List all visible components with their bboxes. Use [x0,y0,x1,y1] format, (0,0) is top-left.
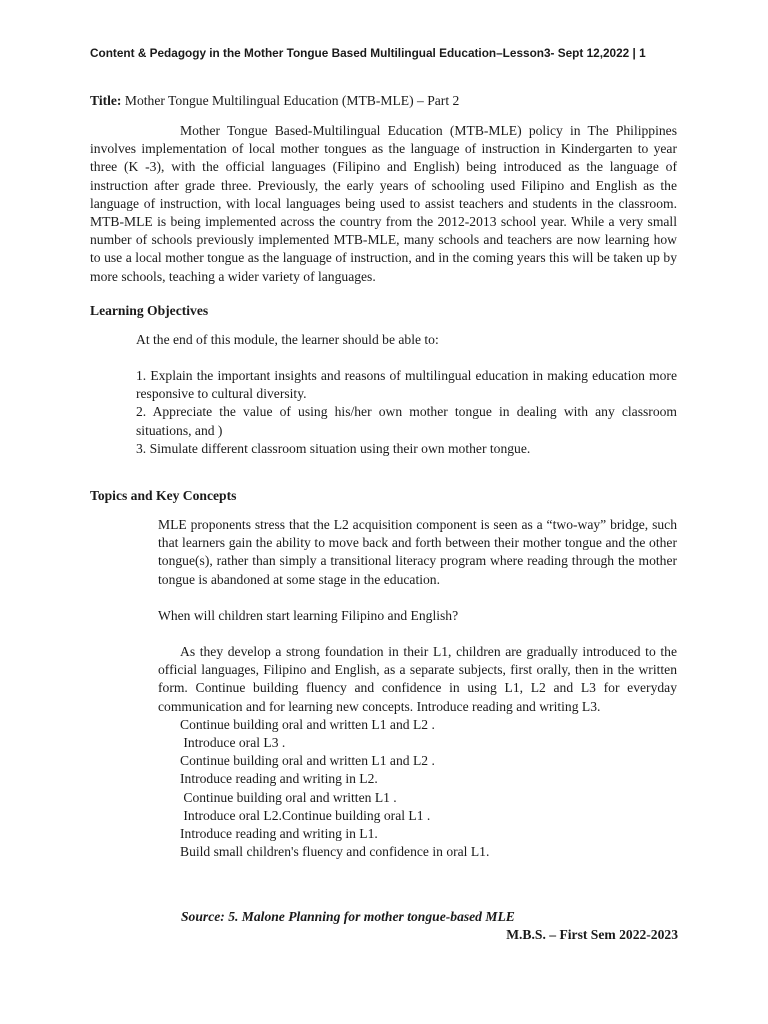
learning-objectives-heading: Learning Objectives [90,303,209,318]
objective-item: 2. Appreciate the value of using his/her own mother tongue in dealing with any classroom situations, and ) [136,404,677,438]
language-step: Introduce oral L3 . [180,735,286,751]
concepts-answer-paragraph: As they develop a strong foundation in their L1, children are gradually introduced to the official languages, Filipino and English, as a separate subjects, first orally, then in the written form. Continue building fluency and confidence in using L1, L2 and L3 for everyday communication and for learning new concepts. Introduce reading and writing L3. [158,644,677,714]
language-step: Continue building oral and written L1 and L2 . [180,716,435,732]
objectives-lead: At the end of this module, the learner should be able to: [136,332,439,347]
intro-paragraph: Mother Tongue Based-Multilingual Education (MTB-MLE) policy in The Philippines involves implementation of local mother tongues as the language of instruction in Kindergarten to year three (K -3), with the official languages (Filipino and English) being introduced as the language of instruction after grade three. Previously, the early years of schooling used Filipino and English as the language of instruction, with local languages being used to assist teachers and students in the classroom. MTB-MLE is being implemented across the country from the 2012-2013 school year. While a very small number of schools previously implemented MTB-MLE, many schools and teachers are now learning how to use a local mother tongue as the language of instruction, and in the coming years this will be taken up by more schools, teaching a wider variety of languages. [90,123,677,284]
topics-heading: Topics and Key Concepts [90,488,237,503]
language-step: Introduce reading and writing in L2. [180,771,378,787]
concepts-paragraph: MLE proponents stress that the L2 acquisition component is seen as a “two-way” bridge, such that learners gain the ability to move back and forth between their mother tongue and the other tongue(s), rather than simply a transitional literacy program where reading through the mother tongue is abandoned at some stage in the education. [158,517,677,587]
source-citation: Source: 5. Malone Planning for mother tongue-based MLE [181,909,515,924]
language-steps-list [158,716,677,862]
objective-item: 3. Simulate different classroom situation using their own mother tongue. [136,440,531,456]
language-step: Continue building oral and written L1 and L2 . [180,753,435,769]
concepts-question: When will children start learning Filipino and English? [158,607,459,623]
document-title [90,92,680,110]
title-label: Title: [90,93,122,108]
title-text: Mother Tongue Multilingual Education (MTB-MLE) – Part 2 [121,93,460,108]
page-header: Content & Pedagogy in the Mother Tongue Based Multilingual Education–Lesson3- Sept 12,2022 | 1 [90,46,646,60]
key-concepts-section [158,516,677,861]
language-step: Continue building oral and written L1 . [180,789,397,805]
language-step: Build small children's fluency and confidence in oral L1. [180,844,490,860]
language-step: Introduce oral L2.Continue building oral L1 . [180,807,431,823]
language-step: Introduce reading and writing in L1. [180,826,378,842]
page-footer: M.B.S. – First Sem 2022-2023 [506,927,678,942]
objectives-list [136,367,677,458]
objective-item: 1. Explain the important insights and reasons of multilingual education in making education more responsive to cultural diversity. [136,368,677,402]
